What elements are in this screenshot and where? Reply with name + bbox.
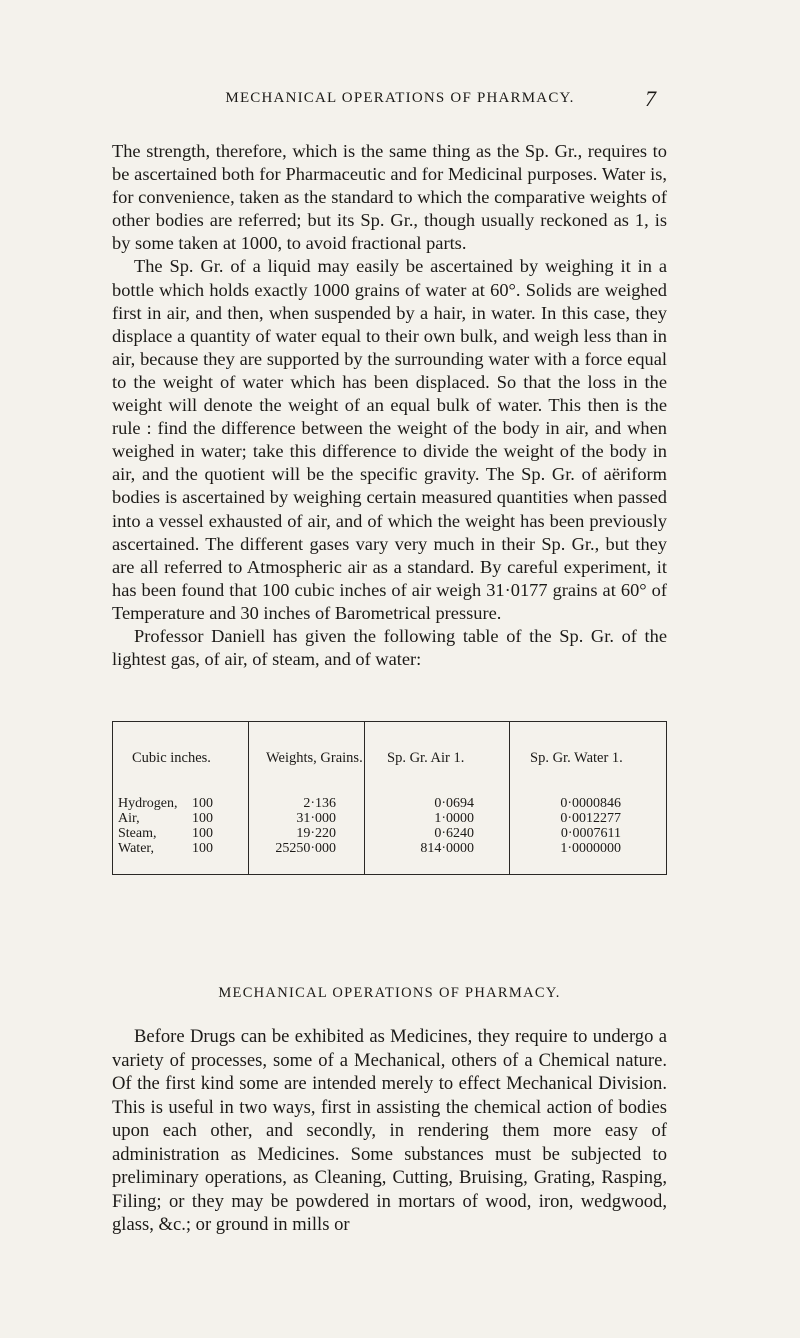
table-header-water: Sp. Gr. Water 1. (530, 750, 623, 766)
body-text-bottom (112, 1025, 667, 1237)
table-cell-grains: 25250·000 (275, 841, 336, 856)
table-rule (112, 722, 113, 874)
specific-gravity-table (112, 721, 667, 875)
body-text-top (112, 140, 667, 671)
table-cell-cubic: 100 (192, 796, 213, 811)
table-cell-water: 0·0012277 (560, 811, 621, 826)
table-cell-cubic: 100 (192, 811, 213, 826)
table-header-cubic: Cubic inches. (132, 750, 211, 766)
page-number: 7 (645, 86, 656, 111)
table-cell-name: Steam, (118, 826, 157, 841)
table-cell-cubic: 100 (192, 841, 213, 856)
table-cell-name: Water, (118, 841, 155, 856)
table-cell-grains: 2·136 (303, 796, 336, 811)
table-cell-air: 0·0694 (434, 796, 474, 811)
paragraph: Before Drugs can be exhibited as Medicines, they require to undergo a variety of processes, some of a Mechanical, others of a Chemical nature. Of the first kind some are intended merely to effect Mechanical Division. This is useful in two ways, first in assisting the chemical action of bodies upon each other, and secondly, in rendering them more easy of administration as Medicines. Some substances must be subjected to preliminary operations, as Cleaning, Cutting, Bruising, Grating, Rasping, Filing; or they may be powdered in mortars of wood, iron, wedgwood, glass, &c.; or ground in mills or (112, 1026, 667, 1235)
table-cell-water: 0·0007611 (560, 826, 621, 841)
table-rule (666, 722, 667, 874)
table-cell-air: 814·0000 (420, 841, 474, 856)
table-cell-water: 0·0000846 (560, 796, 621, 811)
table-header-air: Sp. Gr. Air 1. (387, 750, 465, 766)
paragraph: The Sp. Gr. of a liquid may easily be ascertained by weighing it in a bottle which holds exactly 1000 grains of water at 60°. Solids are weighed first in air, and then, when suspended by a hair, in water. In this case, they displace a quantity of water equal to their own bulk, and weigh less than in air, because they are supported by the surrounding water with a force equal to the weight of water which has been displaced. So that the loss in the weight will denote the weight of an equal bulk of water. This then is the rule : find the difference between the weight of the body in air, and when weighed in water; take this difference to divide the weight of the body in air, and the quotient will be the specific gravity. The Sp. Gr. of aëriform bodies is ascertained by weighing certain measured quantities when passed into a vessel exhausted of air, and of which the weight has been previously ascertained. The different gases vary very much in their Sp. Gr., but they are all referred to Atmospheric air as a standard. By careful experiment, it has been found that 100 cubic inches of air weigh 31·0177 grains at 60° of Temperature and 30 inches of Barometrical pressure. (112, 256, 667, 623)
table-cell-water: 1·0000000 (560, 841, 621, 856)
table-cell-grains: 19·220 (296, 826, 336, 841)
table-rule (248, 722, 249, 874)
table-cell-grains: 31·000 (296, 811, 336, 826)
table-cell-air: 1·0000 (434, 811, 474, 826)
paragraph: The strength, therefore, which is the same thing as the Sp. Gr., requires to be ascertained both for Pharmaceutic and for Medicinal purposes. Water is, for convenience, taken as the standard to which the comparative weights of other bodies are referred; but its Sp. Gr., though usually reckoned as 1, is by some taken at 1000, to avoid fractional parts. (112, 141, 667, 254)
running-head: MECHANICAL OPERATIONS OF PHARMACY. (225, 90, 575, 106)
table-cell-name: Hydrogen, (118, 796, 178, 811)
table-rule (364, 722, 365, 874)
table-cell-name: Air, (118, 811, 140, 826)
table-rule (509, 722, 510, 874)
table-header-grains: Weights, Grains. (266, 750, 363, 766)
section-heading: MECHANICAL OPERATIONS OF PHARMACY. (218, 985, 561, 1001)
table-cell-air: 0·6240 (434, 826, 474, 841)
paragraph: Professor Daniell has given the following table of the Sp. Gr. of the lightest gas, of air, of steam, and of water: (112, 625, 667, 670)
table-cell-cubic: 100 (192, 826, 213, 841)
